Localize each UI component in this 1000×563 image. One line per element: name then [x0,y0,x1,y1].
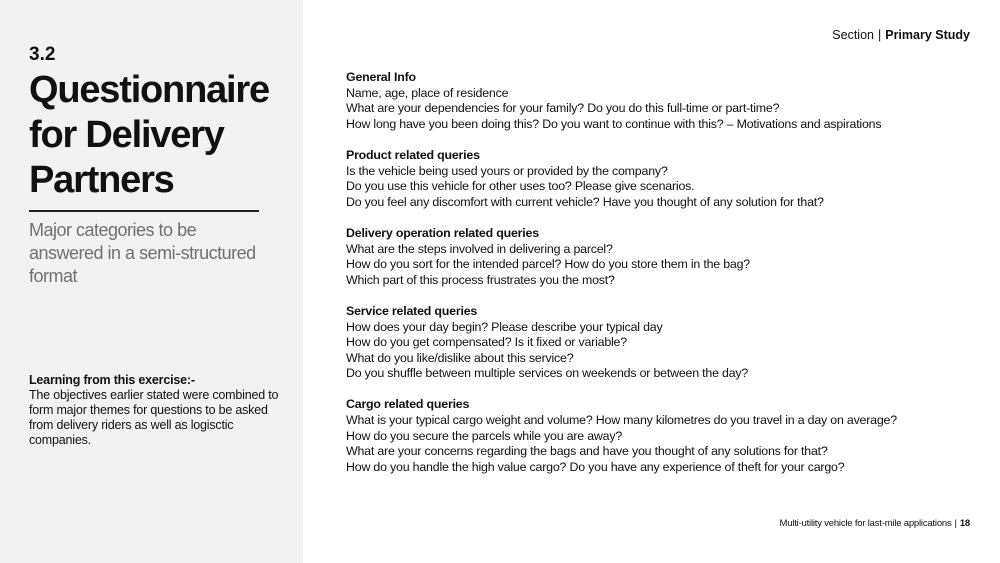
question-item: What are your dependencies for your family? Do you do this full-time or part-time? [346,101,780,116]
footer [780,518,970,529]
question-item: How does your day begin? Please describe your typical day [346,319,663,334]
question-item: Do you use this vehicle for other uses too? Please give scenarios. [346,179,695,194]
question-item: What do you like/dislike about this service? [346,350,574,365]
question-item: How do you get compensated? Is it fixed or variable? [346,335,627,350]
footer-separator: | [954,518,957,529]
question-item: Do you feel any discomfort with current vehicle? Have you thought of any solution for that? [346,194,824,209]
question-group [346,148,966,210]
question-item: Is the vehicle being used yours or provided by the company? [346,163,668,178]
learning-block [29,373,279,448]
question-group [346,226,966,288]
learning-body: The objectives earlier stated were combined to form major themes for questions to be asked from delivery riders as well as logisctic companies. [29,388,279,447]
question-item: How do you handle the high value cargo? Do you have any experience of theft for your cargo? [346,459,845,474]
left-panel [0,0,303,563]
learning-heading: Learning from this exercise:- [29,373,195,387]
title-divider [29,210,259,212]
question-group [346,304,966,382]
question-item: What is your typical cargo weight and volume? How many kilometres do you travel in a day on average? [346,413,897,428]
question-item: What are your concerns regarding the bags and have you thought of any solutions for that? [346,444,828,459]
question-item: How do you sort for the intended parcel? How do you store them in the bag? [346,257,750,272]
section-label-text: Section [832,28,874,42]
question-group [346,397,966,475]
question-group [346,70,966,132]
page-number: 18 [959,518,970,529]
section-label [832,28,970,42]
question-item: Which part of this process frustrates you the most? [346,272,615,287]
question-group-title: Cargo related queries [346,397,470,412]
question-item: What are the steps involved in delivering a parcel? [346,241,613,256]
questions-list [346,70,966,491]
section-number: 3.2 [29,44,56,65]
question-group-title: General Info [346,70,416,84]
question-item: How long have you been doing this? Do you want to continue with this? – Motivations and aspirations [346,116,882,131]
page-subtitle: Major categories to be answered in a semi-structured format [29,220,256,286]
question-item: Do you shuffle between multiple services on weekends or between the day? [346,366,749,381]
section-separator: | [877,28,882,42]
page-title: Questionnaire for Delivery Partners [29,69,269,201]
question-item: How do you secure the parcels while you are away? [346,428,623,443]
question-group-title: Service related queries [346,303,478,318]
question-group-title: Delivery operation related queries [346,225,539,240]
section-name: Primary Study [885,28,970,42]
question-group-title: Product related queries [346,147,480,162]
footer-project: Multi-utility vehicle for last-mile applications [779,518,952,529]
question-item: Name, age, place of residence [346,85,509,100]
